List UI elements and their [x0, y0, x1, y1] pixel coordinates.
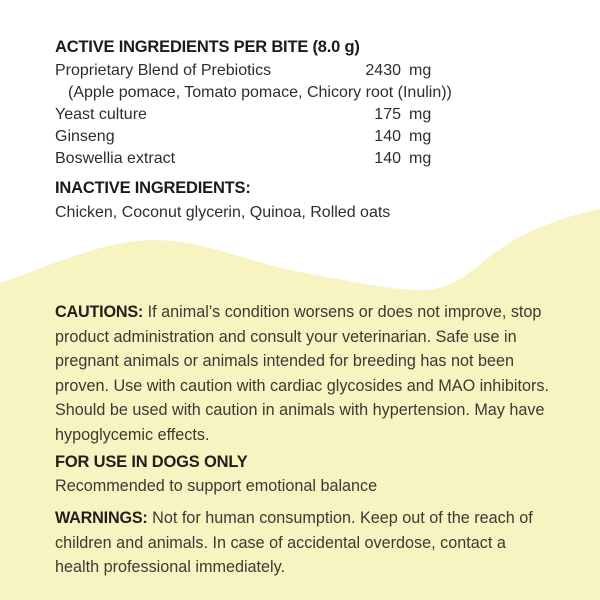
ingredient-name: Proprietary Blend of Prebiotics: [55, 62, 272, 79]
active-ingredients-heading: ACTIVE INGREDIENTS PER BITE (8.0 g): [55, 38, 360, 56]
ingredient-amount: 140: [374, 150, 401, 167]
cautions-paragraph: [55, 300, 552, 447]
ingredient-row: [55, 60, 435, 82]
advisory-section: [55, 300, 552, 580]
active-ingredients-section: [55, 38, 452, 225]
ingredient-amount: 2430: [365, 62, 401, 79]
warnings-text: Not for human consumption. Keep out of the reach of children and animals. In case of accidental overdose, contact a health professional immediately.: [55, 509, 533, 576]
ingredient-row: [55, 104, 435, 126]
ingredient-name: Boswellia extract: [55, 150, 176, 167]
ingredient-unit: mg: [409, 128, 432, 145]
cautions-text: If animal’s condition worsens or does not improve, stop product administration and consult your veterinarian. Safe use in pregnant animals or animals intended for breeding has not been proven. Use with caution with cardiac glycosides and MAO inhibitors. Should be used with caution in animals with hypertension. May have hypoglycemic effects.: [55, 303, 549, 444]
blend-composition-note: (Apple pomace, Tomato pomace, Chicory root (Inulin)): [68, 84, 452, 101]
warnings-paragraph: [55, 506, 552, 580]
ingredient-name: Ginseng: [55, 128, 115, 145]
inactive-ingredients-heading: INACTIVE INGREDIENTS:: [55, 179, 251, 197]
ingredient-amount: 140: [374, 128, 401, 145]
warnings-heading: WARNINGS:: [55, 509, 148, 527]
cautions-heading: CAUTIONS:: [55, 303, 144, 321]
ingredient-amount: 175: [374, 106, 401, 123]
ingredient-name: Yeast culture: [55, 106, 147, 123]
inactive-ingredients-list: Chicken, Coconut glycerin, Quinoa, Rolled oats: [55, 204, 391, 221]
for-use-in-dogs-text: Recommended to support emotional balance: [55, 477, 378, 495]
ingredient-unit: mg: [409, 106, 432, 123]
ingredient-unit: mg: [409, 62, 432, 79]
ingredient-row: [55, 126, 435, 148]
for-use-in-dogs-heading: FOR USE IN DOGS ONLY: [55, 453, 248, 471]
ingredient-unit: mg: [409, 150, 432, 167]
ingredient-row: [55, 148, 435, 170]
